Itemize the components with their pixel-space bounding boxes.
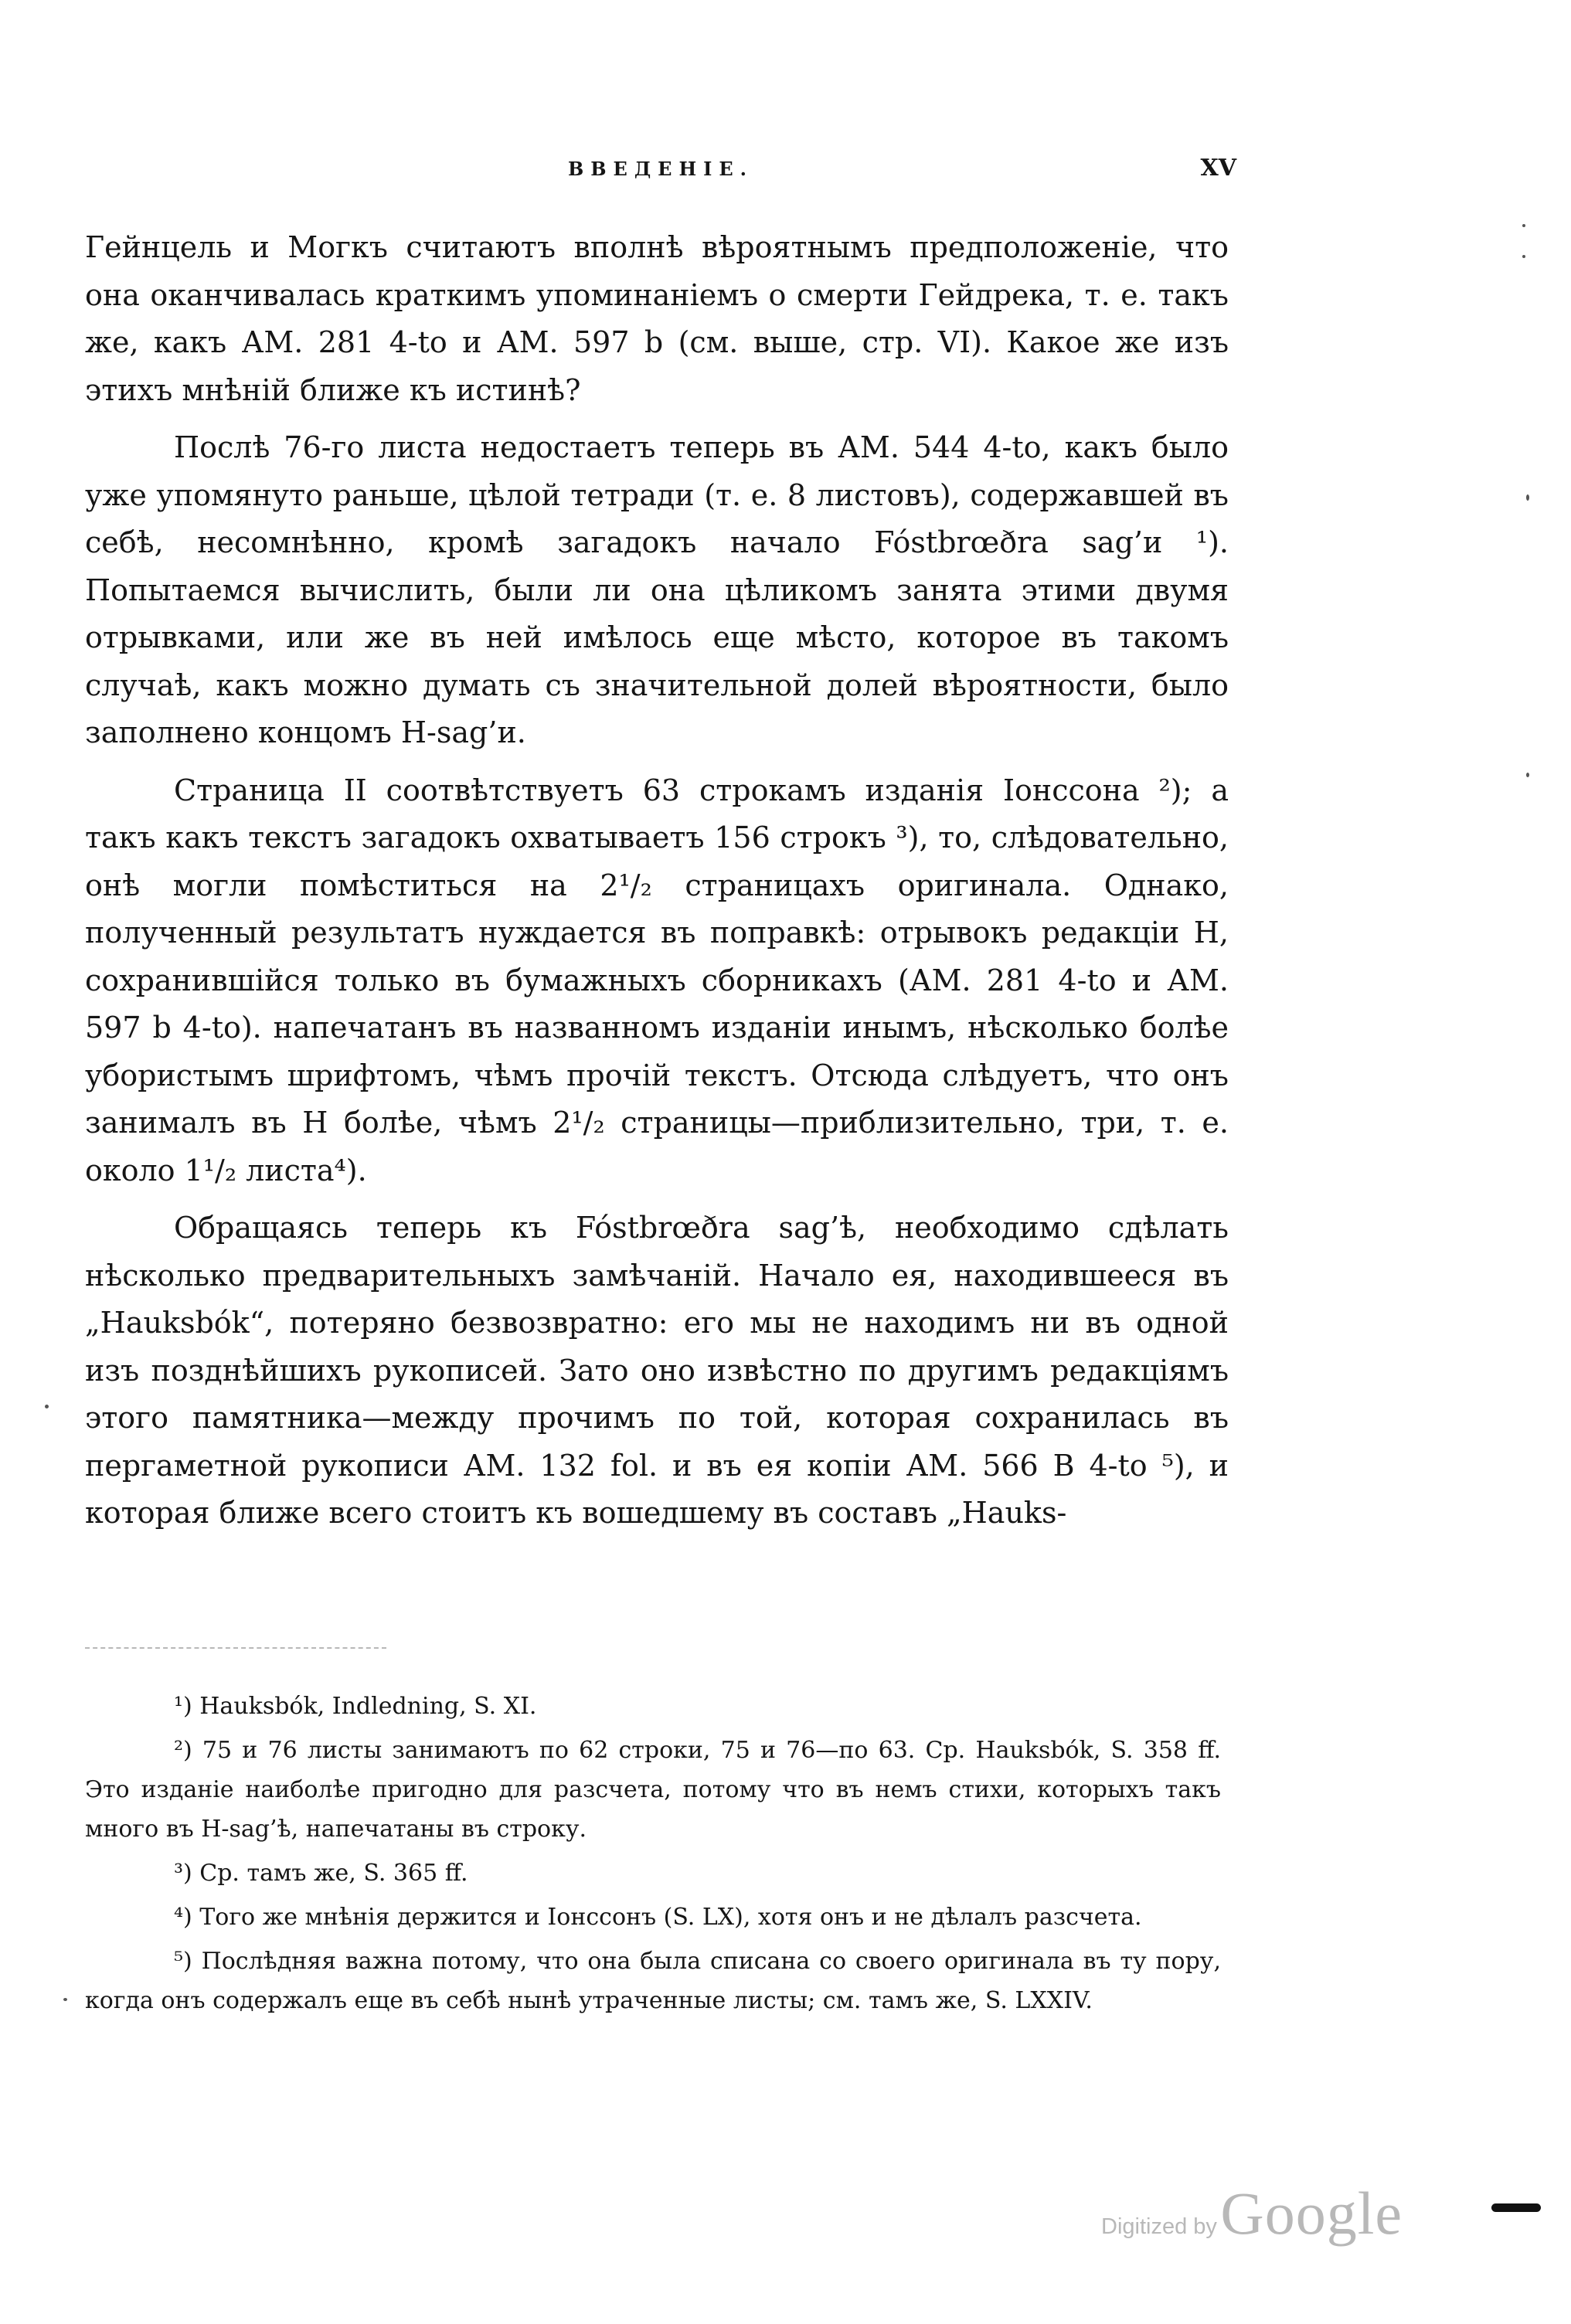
digitized-watermark [1101,2179,1403,2248]
footnote-separator [85,1647,386,1649]
scan-speck [1522,224,1525,227]
page-number: XV [1200,155,1236,182]
footnote-1: ¹) Hauksbók, Indledning, S. XI. [174,1693,537,1720]
footnote-2: ²) 75 и 76 листы занимаютъ по 62 строки, 75 и 76—по 63. Ср. Hauksbók, S. 358 ff. Это изданіе наиболѣе пригодно для разсчета, потому что въ немъ стихи, которыхъ такъ много въ H-sag’ѣ, напечатаны въ строку. [85,1737,1221,1843]
paragraph-4: Обращаясь теперь къ Fóstbrœðra sag’ѣ, необходимо сдѣлать нѣсколько предварительныхъ замѣчаній. Начало ея, находившееся въ „Hauksbók“, потеряно безвозвратно: его мы не находимъ ни въ одной изъ позднѣйшихъ рукописей. Зато оно извѣстно по другимъ редакціямъ этого памятника—между прочимъ по той, которая сохранилась въ пергаметной рукописи АМ. 132 fol. и въ ея копіи АМ. 566 B 4-to ⁵), и которая ближе всего стоитъ къ вошедшему въ составъ „Hauks- [85,1211,1229,1530]
paragraph-1: Гейнцель и Могкъ считаютъ вполнѣ вѣроятнымъ предположеніе, что она оканчивалась краткимъ упоминаніемъ о смерти Гейдрека, т. е. такъ же, какъ АМ. 281 4-to и АМ. 597 b (см. выше, стр. VI). Какое же изъ этихъ мнѣній ближе къ истинѣ? [85,230,1229,407]
paragraph-2: Послѣ 76-го листа недостаетъ теперь въ АМ. 544 4-to, какъ было уже упомянуто раньше, цѣлой тетради (т. е. 8 листовъ), содержавшей въ себѣ, несомнѣнно, кромѣ загадокъ начало Fóstbrœðra sag’и ¹). Попытаемся вычислить, были ли она цѣликомъ занята этими двумя отрывками, или же въ ней имѣлось еще мѣсто, которое въ такомъ случаѣ, какъ можно думать съ значительной долей вѣроятности, было заполнено концомъ H-sag’и. [85,430,1229,749]
footnote-4: ⁴) Того же мнѣнія держится и Іонссонъ (S. LX), хотя онъ и не дѣлалъ разсчета. [174,1904,1142,1931]
watermark-prefix: Digitized by [1101,2214,1217,2239]
footnotes [85,1687,1221,2025]
scan-speck [63,1998,67,2001]
footnote-5: ⁵) Послѣдняя важна потому, что она была списана со своего оригинала въ ту пору, когда онъ содержалъ еще въ себѣ нынѣ утраченные листы; см. тамъ же, S. LXXIV. [85,1948,1221,2014]
footnote-3: ³) Ср. тамъ же, S. 365 ff. [174,1860,468,1887]
running-title: ВВЕДЕНІЕ. [567,158,754,180]
scan-speck [1526,773,1529,777]
scan-speck [45,1405,49,1408]
watermark-brand: Google [1220,2180,1403,2247]
paragraph-3: Страница II соотвѣтствуетъ 63 строкамъ изданія Іонссона ²); а такъ какъ текстъ загадокъ охватываетъ 156 строкъ ³), то, слѣдовательно, онѣ могли помѣститься на 2¹/₂ страницахъ оригинала. Однако, полученный результатъ нуждается въ поправкѣ: отрывокъ редакціи H, сохранившійся только въ бумажныхъ сборникахъ (АМ. 281 4-to и АМ. 597 b 4-to). напечатанъ въ названномъ изданіи инымъ, нѣсколько болѣе убористымъ шрифтомъ, чѣмъ прочій текстъ. Отсюда слѣдуетъ, что онъ занималъ въ H болѣе, чѣмъ 2¹/₂ страницы—приблизительно, три, т. е. около 1¹/₂ листа⁴). [85,773,1229,1187]
scan-speck [1522,255,1525,258]
scan-mark [1491,2203,1541,2212]
page-header [85,155,1236,189]
scan-speck [1526,494,1529,501]
main-text [85,224,1229,1548]
